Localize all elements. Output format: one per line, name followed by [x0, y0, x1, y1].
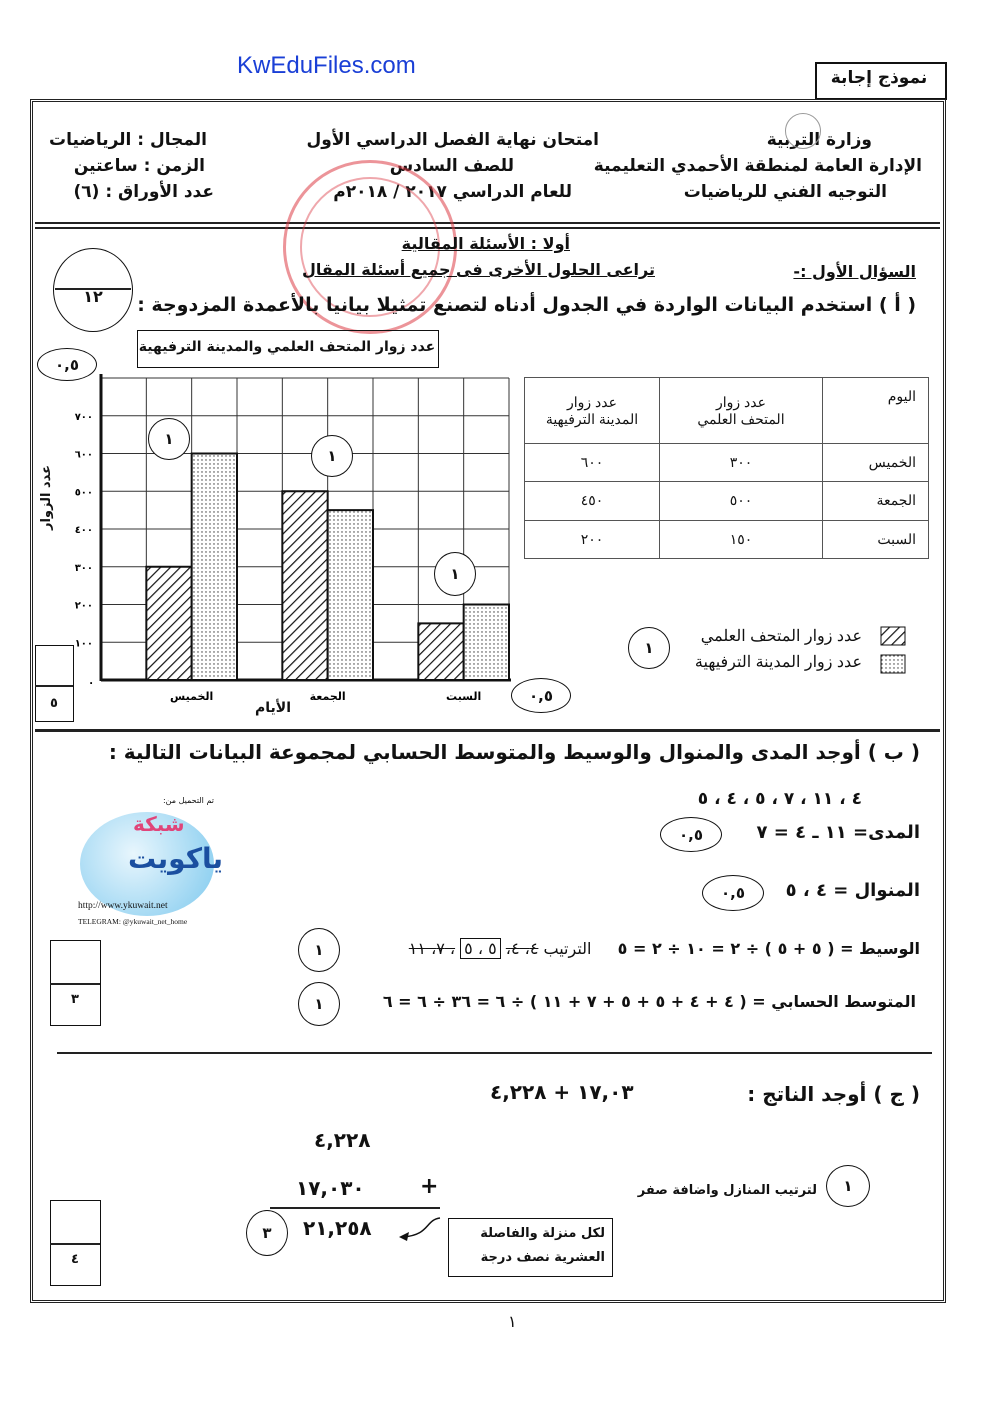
table-cell: السبت — [823, 520, 929, 558]
alignment-note: لترتيب المنازل واضافة صفر — [637, 1183, 817, 1198]
median-order-post: ، ٧، ١١ — [408, 939, 456, 958]
addend-1: ٤,٢٢٨ — [314, 1128, 371, 1152]
bar-mark-saturday: ١ — [434, 552, 476, 596]
part-c-prompt: ( ج ) أوجد الناتج : — [747, 1082, 920, 1106]
logo-url: http://www.ykuwait.net — [78, 901, 168, 911]
y-tick-label: ٦٠٠ — [74, 449, 93, 461]
table-cell: الخميس — [823, 444, 929, 482]
bar-dots — [328, 510, 373, 680]
y-tick-label: ٢٠٠ — [74, 600, 93, 612]
data-set: ٤ ، ١١ ، ٧ ، ٥ ، ٤ ، ٥ — [697, 789, 862, 809]
bar-hatch — [418, 623, 463, 680]
y-tick-label: . — [89, 676, 93, 687]
page-number: ١ — [508, 1312, 517, 1331]
grading-note: لكل منزلة والفاصلة العشرية نصف درجة — [480, 1226, 605, 1265]
arrow-icon — [395, 1215, 445, 1245]
median-order-label: الترتيب — [543, 939, 592, 958]
header-divider — [35, 222, 940, 224]
bar-chart — [60, 370, 520, 730]
ykuwait-logo[interactable] — [78, 796, 224, 936]
median-order-pre: ٤، ٤، — [505, 939, 539, 958]
logo-telegram: TELEGRAM: @ykuwait_net_home — [78, 917, 188, 926]
answer-key-label: نموذج إجابة — [830, 68, 928, 88]
total-score: ١٢ — [83, 287, 103, 306]
mode-answer: المنوال = ٤ ، ٥ — [785, 880, 920, 901]
table-row — [525, 482, 929, 520]
y-tick-label: ١٠٠ — [74, 638, 93, 650]
score-divider — [50, 1243, 100, 1245]
data-table — [524, 377, 929, 559]
legend-hatch-swatch — [880, 626, 906, 646]
title-mark: ٠,٥ — [37, 348, 97, 381]
logo-name1: شبكة — [133, 812, 185, 836]
section-title: أولا : الأسئلة المقالية — [401, 234, 570, 253]
table-row — [525, 520, 929, 558]
grade: للصف السادس — [389, 156, 514, 176]
mean-mark: ١ — [298, 982, 340, 1026]
median-mark: ١ — [298, 928, 340, 972]
table-cell: ٤٥٠ — [525, 482, 660, 520]
bar-dots — [464, 605, 509, 681]
x-tick-label: السبت — [446, 690, 482, 703]
y-tick-label: ٤٠٠ — [74, 525, 93, 536]
table-cell: ١٥٠ — [660, 520, 823, 558]
range-mark: ٠,٥ — [660, 817, 722, 852]
legend-city: عدد زوار المدينة الترفيهية — [694, 654, 862, 671]
result-mark: ٣ — [246, 1210, 288, 1256]
bar-hatch — [146, 567, 191, 680]
legend-mark: ١ — [628, 627, 670, 669]
range-answer: المدى= ١١ ـ ٤ = ٧ — [756, 822, 920, 843]
exam-title: امتحان نهاية الفصل الدراسي الأول — [306, 130, 599, 150]
x-axis-label: الأيام — [255, 700, 291, 716]
school-year: للعام الدراسي ٢٠١٧ / ٢٠١٨م — [333, 182, 572, 202]
table-cell: ٦٠٠ — [525, 444, 660, 482]
part-c-expression: ١٧,٠٣ + ٤,٢٢٨ — [490, 1080, 634, 1104]
part-b-prompt: ( ب ) أوجد المدى والمنوال والوسيط والمتوسط الحسابي لمجموعة البيانات التالية : — [108, 740, 920, 764]
site-watermark[interactable]: KwEduFiles.com — [237, 52, 416, 79]
table-header: عدد زوار المدينة الترفيهية — [525, 378, 660, 444]
addend-2: ١٧,٠٣٠ — [296, 1176, 365, 1200]
sum-line — [270, 1207, 440, 1209]
ministry: وزارة التربية — [766, 130, 872, 150]
median-answer — [409, 939, 920, 958]
bar-dots — [192, 454, 237, 681]
legend-dots-swatch — [880, 654, 906, 674]
table-cell: ٥٠٠ — [660, 482, 823, 520]
directorate: الإدارة العامة لمنطقة الأحمدي التعليمية — [593, 156, 922, 176]
table-cell: ٢٠٠ — [525, 520, 660, 558]
bar-hatch — [282, 491, 327, 680]
legend-museum: عدد زوار المتحف العلمي — [700, 628, 862, 645]
part-a-prompt: ( أ ) استخدم البيانات الواردة في الجدول أدناه لتصنع تمثيلا بيانيا بالأعمدة المزدوجة : — [137, 294, 916, 316]
section-divider — [35, 729, 940, 732]
header-divider — [35, 227, 940, 229]
sum-result: ٢١,٢٥٨ — [303, 1216, 372, 1240]
mode-mark: ٠,٥ — [702, 875, 764, 911]
x-tick-label: الخميس — [170, 690, 214, 703]
duration: الزمن : ساعتين — [73, 156, 205, 176]
mean-answer: المتوسط الحسابي = ( ٤ + ٤ + ٥ + ٥ + ٧ + ١١ ) ÷ ٦ = ٣٦ ÷ ٦ = ٦ — [382, 992, 916, 1011]
section-divider — [57, 1052, 932, 1054]
y-tick-label: ٧٠٠ — [74, 411, 93, 423]
table-cell: الجمعة — [823, 482, 929, 520]
y-axis-label: عدد الزوار — [39, 464, 55, 531]
median-middle-values: ٥ ، ٥ — [460, 938, 501, 959]
logo-top: تم التحميل من: — [162, 796, 214, 805]
bar-mark-friday: ١ — [311, 435, 353, 477]
question-label: السؤال الأول :- — [793, 262, 916, 281]
chart-title: عدد زوار المتحف العلمي والمدينة الترفيهية — [138, 339, 436, 355]
score-divider — [35, 685, 73, 687]
table-header: عدد زوار المتحف العلمي — [660, 378, 823, 444]
page-count: عدد الأوراق : (٦) — [73, 182, 214, 202]
supervision: التوجيه الفني للرياضيات — [683, 182, 887, 202]
alignment-mark: ١ — [826, 1165, 870, 1207]
axes-mark: ٠,٥ — [511, 678, 571, 713]
table-header: اليوم — [823, 378, 929, 444]
subject: المجال : الرياضيات — [48, 130, 207, 150]
y-tick-label: ٣٠٠ — [74, 562, 93, 574]
section-note: تراعى الحلول الأخرى فى جميع أسئلة المقال — [302, 260, 655, 279]
y-tick-label: ٥٠٠ — [74, 487, 93, 499]
x-tick-label: الجمعة — [309, 690, 346, 703]
score-divider — [50, 983, 100, 985]
part-b-score: ٣ — [71, 992, 79, 1007]
plus-sign: + — [420, 1174, 439, 1199]
median-formula: الوسيط = ( ٥ + ٥ ) ÷ ٢ = ١٠ ÷ ٢ = ٥ — [617, 939, 920, 958]
table-row — [525, 444, 929, 482]
bar-mark-thursday: ١ — [148, 418, 190, 460]
part-a-score: ٥ — [50, 696, 58, 711]
logo-name2: ياكويت — [128, 842, 224, 875]
emblem-icon — [785, 113, 821, 149]
table-cell: ٣٠٠ — [660, 444, 823, 482]
part-c-score: ٤ — [71, 1252, 79, 1267]
